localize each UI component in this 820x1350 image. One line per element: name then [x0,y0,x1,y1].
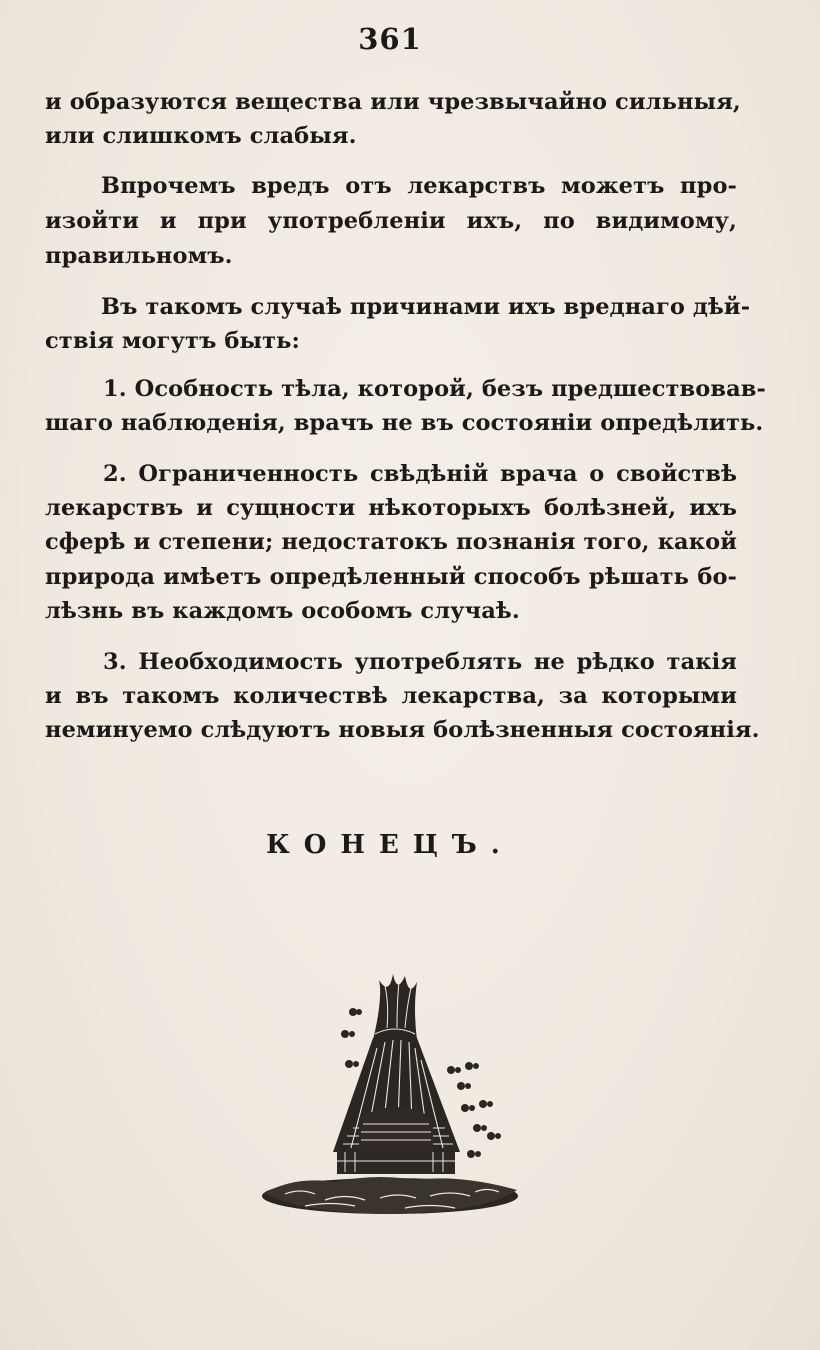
beehive-vignette-image [255,968,525,1223]
text-line: или слишкомъ слабыя. [45,123,357,149]
page-number: 361 [358,22,422,56]
text-line: неминуемо слѣдуютъ новыя болѣзненныя состоянія. [45,717,760,743]
text-line: 1. Особность тѣла, которой, безъ предшествовав- [103,376,766,402]
text-line: 3. Необходимость употреблять не рѣдко такія [103,649,737,675]
text-line: шаго наблюденія, врачъ не въ состояніи опредѣлить. [45,410,764,436]
text-line: и въ такомъ количествѣ лекарства, за которыми [45,683,737,709]
text-line: природа имѣетъ опредѣленный способъ рѣшать бо- [45,564,737,590]
text-line: Впрочемъ вредъ отъ лекарствъ можетъ про- [101,173,737,199]
text-line: лѣзнь въ каждомъ особомъ случаѣ. [45,598,520,624]
text-line: Въ такомъ случаѣ причинами ихъ вреднаго дѣй- [101,294,751,320]
ending-heading: КОНЕЦЪ. [266,830,514,860]
text-line: лекарствъ и сущности нѣкоторыхъ болѣзней, ихъ [45,495,737,521]
text-line: 2. Ограниченность свѣдѣній врача о свойствѣ [103,461,737,487]
text-line: изойти и при употребленіи ихъ, по видимому, [45,208,737,234]
text-line: правильномъ. [45,243,233,269]
text-line: сферѣ и степени; недостатокъ познанія того, какой [45,529,737,555]
text-line: ствія могутъ быть: [45,328,300,354]
text-line: и образуются вещества или чрезвычайно сильныя, [45,89,741,115]
